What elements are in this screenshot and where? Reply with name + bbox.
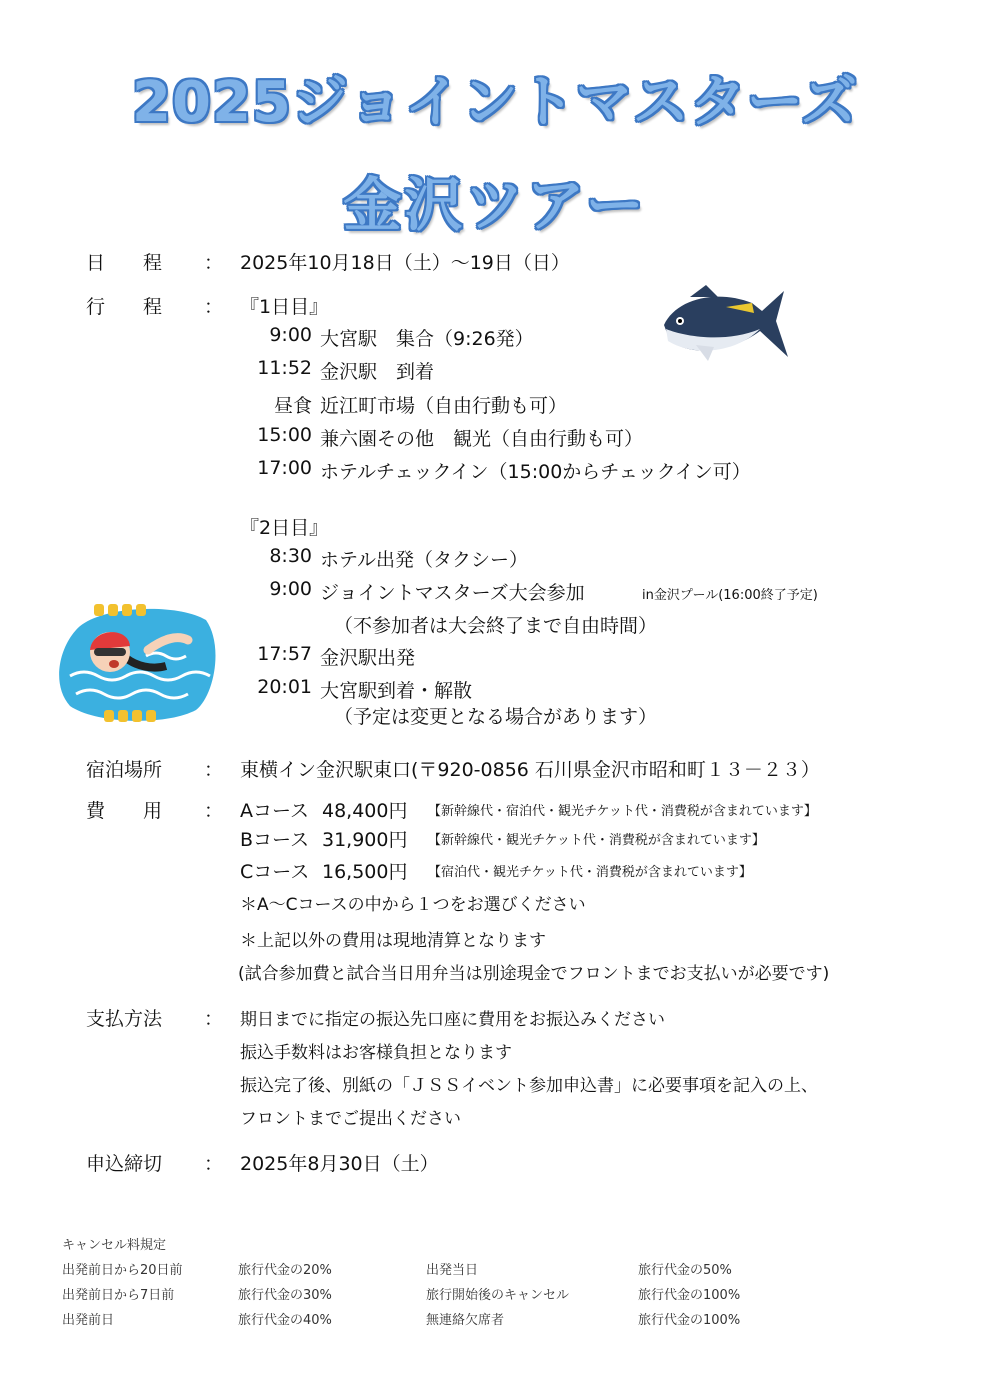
day2-time-2: 9:00 — [269, 578, 312, 600]
payment-line-2: 振込手数料はお客様負担となります — [240, 1043, 512, 1063]
day1-activity-3: 近江町市場（自由行動も可） — [320, 395, 568, 417]
day2-heading: 『2日目』 — [240, 517, 329, 539]
day2-activity-4: 大宮駅到着・解散 — [320, 680, 473, 702]
day2-time-3: 17:57 — [257, 643, 312, 665]
course-c-name: Cコース — [240, 861, 310, 883]
payment-colon: ： — [204, 1008, 224, 1030]
day1-activity-5: ホテルチェックイン（15:00からチェックイン可） — [320, 461, 751, 483]
schedule-label: 日 程 — [86, 252, 163, 274]
payment-line-1: 期日までに指定の振込先口座に費用をお振込みください — [240, 1010, 665, 1030]
day2-activity-1: ホテル出発（タクシー） — [320, 549, 529, 571]
cost-note-3: (試合参加費と試合当日用弁当は別途現金でフロントまでお支払いが必要です) — [238, 964, 830, 984]
lodging-label: 宿泊場所 — [86, 759, 163, 781]
cost-colon: ： — [204, 800, 224, 822]
itinerary-label: 行 程 — [86, 296, 163, 318]
cancel-term-2: 出発当日 — [426, 1263, 479, 1278]
day1-time-3: 昼食 — [273, 395, 312, 417]
course-b-name: Bコース — [240, 829, 310, 851]
schedule-colon: ： — [204, 252, 224, 274]
course-b-price: 31,900円 — [322, 829, 408, 851]
title-line-2: 金沢ツアー — [343, 171, 647, 239]
itinerary-colon: ： — [204, 296, 224, 318]
day2-activity-3: 金沢駅出発 — [320, 647, 416, 669]
title-line-1: 2025ジョイントマスターズ — [132, 70, 858, 135]
deadline-label: 申込締切 — [86, 1153, 163, 1175]
cost-note-1: ＊A～Cコースの中から１つをお選びください — [240, 895, 586, 915]
day2-activity-2: ジョイントマスターズ大会参加 — [320, 582, 585, 604]
payment-line-3: 振込完了後、別紙の「ＪＳＳイベント参加申込書」に必要事項を記入の上、 — [240, 1076, 818, 1096]
cancel-term-3: 出発前日から7日前 — [62, 1288, 175, 1303]
cancel-term-5: 出発前日 — [62, 1313, 115, 1328]
lodging-value: 東横イン金沢駅東口(〒920-0856 石川県金沢市昭和町１３－２３） — [240, 759, 820, 781]
day2-time-4: 20:01 — [257, 676, 312, 698]
deadline-colon: ： — [204, 1153, 224, 1175]
schedule-value: 2025年10月18日（土）～19日（日） — [240, 252, 570, 274]
cancel-fee-4: 旅行代金の100% — [638, 1288, 741, 1303]
deadline-value: 2025年8月30日（土） — [240, 1153, 439, 1175]
course-a-name: Aコース — [240, 800, 310, 822]
day1-time-5: 17:00 — [257, 457, 312, 479]
cost-note-2: ＊上記以外の費用は現地清算となります — [240, 931, 546, 951]
day1-heading: 『1日目』 — [240, 296, 329, 318]
day2-time-1: 8:30 — [269, 545, 312, 567]
lodging-colon: ： — [204, 759, 224, 781]
cancel-fee-2: 旅行代金の50% — [638, 1263, 732, 1278]
cancel-term-1: 出発前日から20日前 — [62, 1263, 183, 1278]
day1-activity-4: 兼六園その他 観光（自由行動も可） — [320, 428, 644, 450]
cancel-term-6: 無連絡欠席者 — [426, 1313, 505, 1328]
day2-activity-2-note: in金沢プール(16:00終了予定) — [642, 588, 818, 603]
day2-activity-4-sub: （予定は変更となる場合があります） — [334, 706, 658, 728]
course-a-price: 48,400円 — [322, 800, 408, 822]
day1-time-2: 11:52 — [257, 357, 312, 379]
day2-activity-2-sub: （不参加者は大会終了まで自由時間） — [334, 615, 658, 637]
payment-line-4: フロントまでご提出ください — [240, 1109, 461, 1129]
cancel-term-4: 旅行開始後のキャンセル — [426, 1288, 570, 1303]
swimmer-illustration — [56, 600, 220, 724]
cost-label: 費 用 — [86, 800, 163, 822]
cancel-fee-6: 旅行代金の100% — [638, 1313, 741, 1328]
cancel-fee-5: 旅行代金の40% — [238, 1313, 332, 1328]
course-b-note: 【新幹線代・観光チケット代・消費税が含まれています】 — [428, 833, 765, 848]
cancel-fee-1: 旅行代金の20% — [238, 1263, 332, 1278]
cancellation-heading: キャンセル料規定 — [62, 1238, 167, 1253]
day1-time-1: 9:00 — [269, 324, 312, 346]
day1-activity-2: 金沢駅 到着 — [320, 361, 435, 383]
payment-label: 支払方法 — [86, 1008, 163, 1030]
cancel-fee-3: 旅行代金の30% — [238, 1288, 332, 1303]
tuna-illustration — [656, 285, 792, 363]
course-c-price: 16,500円 — [322, 861, 408, 883]
day1-time-4: 15:00 — [257, 424, 312, 446]
course-a-note: 【新幹線代・宿泊代・観光チケット代・消費税が含まれています】 — [428, 804, 817, 819]
course-c-note: 【宿泊代・観光チケット代・消費税が含まれています】 — [428, 865, 752, 880]
day1-activity-1: 大宮駅 集合（9:26発） — [320, 328, 534, 350]
